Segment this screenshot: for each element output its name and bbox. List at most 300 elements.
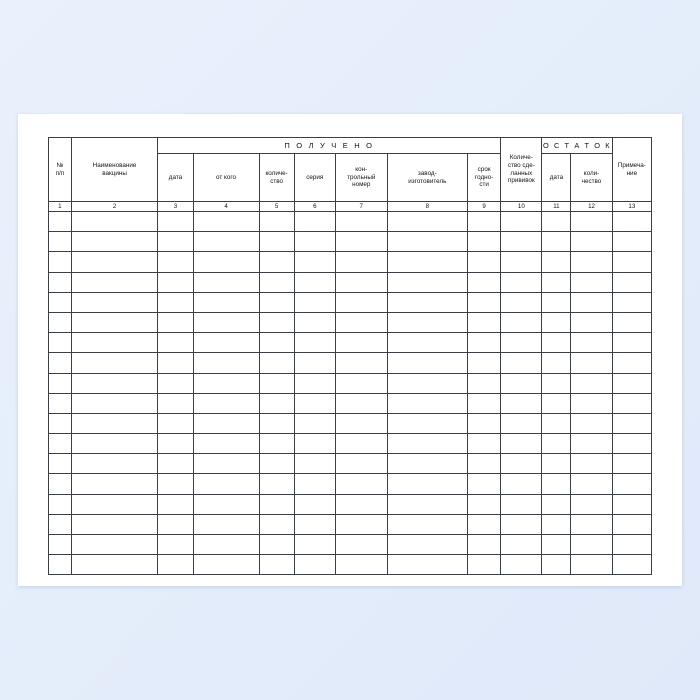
table-cell[interactable]: [49, 393, 72, 413]
header-cell-7: [335, 154, 387, 202]
table-cell[interactable]: [335, 333, 387, 353]
table-cell[interactable]: [259, 474, 294, 494]
header-label-line: кон-: [355, 166, 368, 174]
table-cell[interactable]: [49, 252, 72, 272]
header-label-line: от кого: [216, 173, 237, 181]
table-cell[interactable]: [158, 292, 193, 312]
table-cell[interactable]: [468, 413, 501, 433]
table-cell[interactable]: [259, 212, 294, 232]
table-cell[interactable]: [294, 494, 335, 514]
table-cell[interactable]: [335, 494, 387, 514]
table-row[interactable]: [49, 333, 652, 353]
table-cell[interactable]: [612, 252, 651, 272]
vaccine-log-table: [48, 137, 652, 575]
table-cell[interactable]: [468, 373, 501, 393]
table-cell[interactable]: [49, 373, 72, 393]
column-number: 9: [468, 202, 501, 212]
header-cell-12: [571, 154, 612, 202]
table-cell[interactable]: [387, 474, 468, 494]
table-cell[interactable]: [612, 393, 651, 413]
table-cell[interactable]: [49, 353, 72, 373]
table-cell[interactable]: [468, 232, 501, 252]
table-cell[interactable]: [158, 272, 193, 292]
table-cell[interactable]: [49, 272, 72, 292]
table-row[interactable]: [49, 393, 652, 413]
table-cell[interactable]: [49, 454, 72, 474]
table-cell[interactable]: [387, 514, 468, 534]
header-cell-4: [193, 154, 259, 202]
table-cell[interactable]: [571, 292, 612, 312]
table-cell[interactable]: [571, 514, 612, 534]
table-cell[interactable]: [501, 555, 542, 575]
table-cell[interactable]: [335, 454, 387, 474]
table-cell[interactable]: [259, 312, 294, 332]
table-cell[interactable]: [612, 373, 651, 393]
table-cell[interactable]: [335, 434, 387, 454]
table-cell[interactable]: [387, 212, 468, 232]
table-cell[interactable]: [542, 212, 571, 232]
table-cell[interactable]: [468, 434, 501, 454]
table-cell[interactable]: [501, 252, 542, 272]
header-label-line: сти: [479, 181, 489, 189]
table-cell[interactable]: [71, 494, 158, 514]
table-cell[interactable]: [612, 454, 651, 474]
table-cell[interactable]: [259, 535, 294, 555]
table-row[interactable]: [49, 494, 652, 514]
table-cell[interactable]: [71, 232, 158, 252]
table-cell[interactable]: [259, 232, 294, 252]
table-cell[interactable]: [294, 312, 335, 332]
table-cell[interactable]: [612, 272, 651, 292]
header-cell-13: [612, 138, 651, 202]
table-cell[interactable]: [335, 232, 387, 252]
table-cell[interactable]: [542, 413, 571, 433]
table-cell[interactable]: [542, 494, 571, 514]
table-cell[interactable]: [501, 232, 542, 252]
table-cell[interactable]: [501, 212, 542, 232]
header-label-line: ние: [626, 169, 638, 177]
table-cell[interactable]: [387, 232, 468, 252]
table-cell[interactable]: [49, 312, 72, 332]
table-cell[interactable]: [259, 272, 294, 292]
table-cell[interactable]: [193, 232, 259, 252]
table-cell[interactable]: [387, 494, 468, 514]
table-cell[interactable]: [387, 333, 468, 353]
table-cell[interactable]: [571, 474, 612, 494]
table-cell[interactable]: [158, 312, 193, 332]
table-cell[interactable]: [387, 454, 468, 474]
table-cell[interactable]: [335, 393, 387, 413]
table-cell[interactable]: [259, 353, 294, 373]
table-cell[interactable]: [193, 272, 259, 292]
table-cell[interactable]: [571, 272, 612, 292]
table-cell[interactable]: [335, 555, 387, 575]
header-label-line: прививок: [507, 177, 535, 185]
table-cell[interactable]: [612, 514, 651, 534]
table-row[interactable]: [49, 353, 652, 373]
table-row[interactable]: [49, 212, 652, 232]
table-cell[interactable]: [468, 494, 501, 514]
table-cell[interactable]: [387, 373, 468, 393]
table-cell[interactable]: [294, 272, 335, 292]
table-cell[interactable]: [571, 252, 612, 272]
table-cell[interactable]: [71, 272, 158, 292]
table-cell[interactable]: [71, 535, 158, 555]
table-cell[interactable]: [335, 212, 387, 232]
table-cell[interactable]: [158, 535, 193, 555]
table-cell[interactable]: [468, 212, 501, 232]
table-cell[interactable]: [193, 413, 259, 433]
header-label-line: изготовитель: [408, 177, 447, 185]
table-cell[interactable]: [571, 353, 612, 373]
table-cell[interactable]: [612, 434, 651, 454]
table-cell[interactable]: [501, 292, 542, 312]
table-cell[interactable]: [612, 413, 651, 433]
table-cell[interactable]: [193, 333, 259, 353]
table-cell[interactable]: [259, 555, 294, 575]
table-cell[interactable]: [542, 292, 571, 312]
table-cell[interactable]: [71, 434, 158, 454]
table-row[interactable]: [49, 555, 652, 575]
table-cell[interactable]: [612, 232, 651, 252]
table-cell[interactable]: [335, 272, 387, 292]
column-number-row: [49, 202, 652, 212]
table-cell[interactable]: [571, 535, 612, 555]
table-cell[interactable]: [49, 514, 72, 534]
table-cell[interactable]: [294, 292, 335, 312]
table-cell[interactable]: [259, 292, 294, 312]
table-cell[interactable]: [49, 434, 72, 454]
table-cell[interactable]: [335, 373, 387, 393]
table-cell[interactable]: [259, 333, 294, 353]
table-cell[interactable]: [387, 393, 468, 413]
table-cell[interactable]: [294, 555, 335, 575]
table-cell[interactable]: [571, 333, 612, 353]
table-cell[interactable]: [158, 333, 193, 353]
table-cell[interactable]: [158, 252, 193, 272]
table-cell[interactable]: [335, 514, 387, 534]
table-cell[interactable]: [294, 252, 335, 272]
table-cell[interactable]: [294, 474, 335, 494]
table-cell[interactable]: [501, 454, 542, 474]
table-cell[interactable]: [158, 555, 193, 575]
table-cell[interactable]: [335, 413, 387, 433]
table-cell[interactable]: [71, 555, 158, 575]
table-cell[interactable]: [193, 353, 259, 373]
table-cell[interactable]: [542, 514, 571, 534]
table-cell[interactable]: [468, 454, 501, 474]
group-header-received: П О Л У Ч Е Н О: [158, 138, 501, 154]
table-row[interactable]: [49, 373, 652, 393]
table-cell[interactable]: [335, 535, 387, 555]
header-label-line: трольный: [347, 173, 376, 181]
table-cell[interactable]: [193, 292, 259, 312]
table-cell[interactable]: [542, 252, 571, 272]
table-cell[interactable]: [71, 353, 158, 373]
column-number: 7: [335, 202, 387, 212]
table-cell[interactable]: [259, 373, 294, 393]
table-cell[interactable]: [158, 353, 193, 373]
header-label-line: Количе-: [509, 154, 533, 162]
table-cell[interactable]: [259, 393, 294, 413]
table-cell[interactable]: [612, 333, 651, 353]
table-cell[interactable]: [542, 535, 571, 555]
table-row[interactable]: [49, 272, 652, 292]
header-cell-11: [542, 154, 571, 202]
table-cell[interactable]: [612, 474, 651, 494]
header-cell-9: [468, 154, 501, 202]
table-cell[interactable]: [387, 555, 468, 575]
table-cell[interactable]: [193, 454, 259, 474]
header-cell-2: [71, 138, 158, 202]
table-cell[interactable]: [259, 514, 294, 534]
table-row[interactable]: [49, 474, 652, 494]
table-cell[interactable]: [259, 413, 294, 433]
table-cell[interactable]: [294, 212, 335, 232]
table-cell[interactable]: [612, 292, 651, 312]
table-cell[interactable]: [158, 454, 193, 474]
table-cell[interactable]: [387, 292, 468, 312]
table-cell[interactable]: [49, 212, 72, 232]
header-cell-6: [294, 154, 335, 202]
table-cell[interactable]: [49, 413, 72, 433]
header-label-line: срок: [477, 166, 491, 174]
table-cell[interactable]: [71, 373, 158, 393]
table-cell[interactable]: [294, 393, 335, 413]
table-cell[interactable]: [571, 232, 612, 252]
table-cell[interactable]: [571, 393, 612, 413]
table-cell[interactable]: [49, 474, 72, 494]
table-cell[interactable]: [193, 212, 259, 232]
table-cell[interactable]: [387, 535, 468, 555]
table-cell[interactable]: [571, 373, 612, 393]
table-cell[interactable]: [71, 333, 158, 353]
table-cell[interactable]: [501, 535, 542, 555]
table-cell[interactable]: [612, 353, 651, 373]
table-cell[interactable]: [542, 434, 571, 454]
table-cell[interactable]: [335, 312, 387, 332]
table-cell[interactable]: [501, 393, 542, 413]
form-table-wrapper: [48, 137, 652, 575]
header-label-line: ство сде-: [507, 161, 535, 169]
column-number: 3: [158, 202, 193, 212]
table-cell[interactable]: [294, 333, 335, 353]
table-cell[interactable]: [542, 312, 571, 332]
table-cell[interactable]: [571, 434, 612, 454]
table-cell[interactable]: [49, 535, 72, 555]
table-cell[interactable]: [468, 393, 501, 413]
header-label-line: ланных: [510, 169, 533, 177]
header-cell-3: [158, 154, 193, 202]
table-row[interactable]: [49, 454, 652, 474]
table-cell[interactable]: [335, 353, 387, 373]
table-cell[interactable]: [542, 272, 571, 292]
table-cell[interactable]: [193, 535, 259, 555]
table-cell[interactable]: [294, 535, 335, 555]
header-cell-8: [387, 154, 468, 202]
table-cell[interactable]: [71, 393, 158, 413]
table-cell[interactable]: [468, 312, 501, 332]
table-cell[interactable]: [335, 292, 387, 312]
table-cell[interactable]: [387, 413, 468, 433]
table-cell[interactable]: [468, 474, 501, 494]
table-cell[interactable]: [501, 333, 542, 353]
table-cell[interactable]: [501, 434, 542, 454]
table-cell[interactable]: [468, 333, 501, 353]
table-cell[interactable]: [49, 333, 72, 353]
column-number: 11: [542, 202, 571, 212]
table-cell[interactable]: [49, 232, 72, 252]
table-cell[interactable]: [335, 474, 387, 494]
table-cell[interactable]: [501, 312, 542, 332]
table-cell[interactable]: [468, 272, 501, 292]
table-cell[interactable]: [71, 212, 158, 232]
table-cell[interactable]: [542, 232, 571, 252]
table-cell[interactable]: [294, 434, 335, 454]
table-cell[interactable]: [387, 272, 468, 292]
table-cell[interactable]: [193, 373, 259, 393]
table-row[interactable]: [49, 434, 652, 454]
table-cell[interactable]: [294, 232, 335, 252]
header-label-line: количе-: [265, 169, 288, 177]
table-cell[interactable]: [335, 252, 387, 272]
table-cell[interactable]: [468, 252, 501, 272]
table-cell[interactable]: [71, 252, 158, 272]
column-number: 6: [294, 202, 335, 212]
table-cell[interactable]: [259, 434, 294, 454]
table-cell[interactable]: [542, 353, 571, 373]
table-row[interactable]: [49, 312, 652, 332]
table-cell[interactable]: [501, 494, 542, 514]
table-cell[interactable]: [501, 272, 542, 292]
header-label-line: дата: [549, 173, 564, 181]
table-row[interactable]: [49, 413, 652, 433]
table-cell[interactable]: [612, 212, 651, 232]
table-cell[interactable]: [571, 413, 612, 433]
table-cell[interactable]: [501, 353, 542, 373]
table-cell[interactable]: [501, 514, 542, 534]
column-number: 8: [387, 202, 468, 212]
table-cell[interactable]: [468, 535, 501, 555]
header-cell-10: [501, 138, 542, 202]
table-cell[interactable]: [71, 454, 158, 474]
header-label-line: коли-: [583, 169, 600, 177]
table-cell[interactable]: [294, 373, 335, 393]
table-cell[interactable]: [571, 312, 612, 332]
table-cell[interactable]: [571, 555, 612, 575]
header-label-line: завод-: [417, 169, 437, 177]
table-cell[interactable]: [49, 494, 72, 514]
table-cell[interactable]: [193, 555, 259, 575]
table-cell[interactable]: [294, 514, 335, 534]
table-cell[interactable]: [542, 333, 571, 353]
table-cell[interactable]: [612, 312, 651, 332]
table-cell[interactable]: [259, 494, 294, 514]
table-row[interactable]: [49, 535, 652, 555]
table-cell[interactable]: [71, 474, 158, 494]
header-label-line: ство: [270, 177, 284, 185]
table-cell[interactable]: [468, 292, 501, 312]
table-cell[interactable]: [193, 393, 259, 413]
table-cell[interactable]: [571, 494, 612, 514]
table-row[interactable]: [49, 252, 652, 272]
table-cell[interactable]: [158, 373, 193, 393]
table-cell[interactable]: [71, 292, 158, 312]
table-cell[interactable]: [158, 212, 193, 232]
table-cell[interactable]: [259, 252, 294, 272]
header-label-line: вакцины: [102, 169, 127, 177]
table-cell[interactable]: [193, 494, 259, 514]
table-cell[interactable]: [158, 434, 193, 454]
table-cell[interactable]: [612, 494, 651, 514]
table-cell[interactable]: [294, 454, 335, 474]
table-cell[interactable]: [158, 393, 193, 413]
table-cell[interactable]: [612, 535, 651, 555]
table-cell[interactable]: [571, 212, 612, 232]
table-cell[interactable]: [71, 413, 158, 433]
group-header-row: [49, 138, 652, 154]
table-cell[interactable]: [193, 474, 259, 494]
table-cell[interactable]: [468, 555, 501, 575]
table-body: [49, 212, 652, 575]
table-cell[interactable]: [501, 413, 542, 433]
header-label-line: серия: [306, 173, 324, 181]
header-cell-5: [259, 154, 294, 202]
table-cell[interactable]: [542, 454, 571, 474]
table-cell[interactable]: [612, 555, 651, 575]
table-cell[interactable]: [571, 454, 612, 474]
table-cell[interactable]: [387, 353, 468, 373]
table-cell[interactable]: [193, 514, 259, 534]
table-cell[interactable]: [468, 514, 501, 534]
table-cell[interactable]: [193, 434, 259, 454]
table-cell[interactable]: [71, 514, 158, 534]
table-cell[interactable]: [158, 494, 193, 514]
table-row[interactable]: [49, 232, 652, 252]
table-cell[interactable]: [158, 514, 193, 534]
table-cell[interactable]: [294, 413, 335, 433]
table-row[interactable]: [49, 514, 652, 534]
column-number: 2: [71, 202, 158, 212]
table-cell[interactable]: [468, 353, 501, 373]
table-cell[interactable]: [158, 413, 193, 433]
table-cell[interactable]: [193, 252, 259, 272]
header-label-line: Примеча-: [617, 161, 646, 169]
header-label-line: п/п: [55, 169, 65, 177]
table-cell[interactable]: [501, 373, 542, 393]
table-cell[interactable]: [542, 373, 571, 393]
column-number: 10: [501, 202, 542, 212]
column-number: 5: [259, 202, 294, 212]
table-cell[interactable]: [294, 353, 335, 373]
table-cell[interactable]: [387, 434, 468, 454]
table-cell[interactable]: [49, 292, 72, 312]
table-cell[interactable]: [49, 555, 72, 575]
table-cell[interactable]: [542, 474, 571, 494]
table-cell[interactable]: [542, 393, 571, 413]
table-cell[interactable]: [387, 252, 468, 272]
table-cell[interactable]: [542, 555, 571, 575]
table-cell[interactable]: [501, 474, 542, 494]
table-cell[interactable]: [193, 312, 259, 332]
table-cell[interactable]: [158, 474, 193, 494]
group-header-remainder: О С Т А Т О К: [542, 138, 612, 154]
table-cell[interactable]: [387, 312, 468, 332]
table-cell[interactable]: [71, 312, 158, 332]
table-row[interactable]: [49, 292, 652, 312]
table-cell[interactable]: [259, 454, 294, 474]
table-cell[interactable]: [158, 232, 193, 252]
